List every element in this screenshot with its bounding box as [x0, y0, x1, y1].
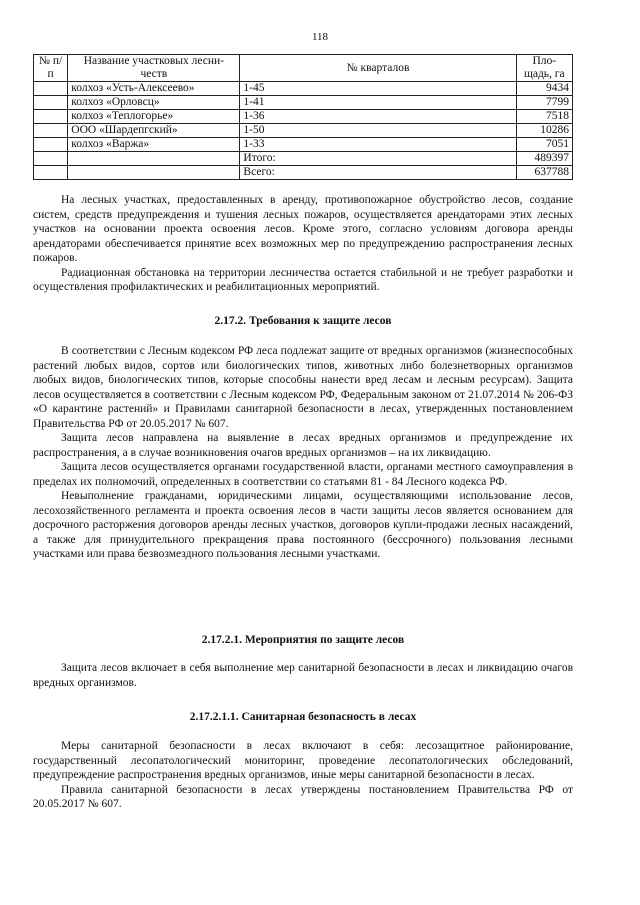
header-num: № п/п: [34, 55, 68, 82]
row-name: колхоз «Варжа»: [68, 138, 240, 152]
table-header-row: [34, 55, 573, 82]
section-heading-2-17-2-1: [33, 633, 573, 647]
paragraph: На лесных участках, предоставленных в аренду, противопожарное обустройство лесов, создание систем, средств предупреждения и тушения лесных пожаров, осуществляется арендаторами этих лесных участков на основании проекта освоения лесов. Кроме этого, согласно условиям договора аренды арендаторами обеспечивается принятие всех возможных мер по предупреждению распространения лесных пожаров.: [33, 194, 573, 264]
row-name: колхоз «Усть-Алексеево»: [68, 82, 240, 96]
row-area: 10286: [516, 124, 572, 138]
table-row: [34, 138, 573, 152]
paragraph: Меры санитарной безопасности в лесах включают в себя: лесозащитное районирование, государственный лесопатологический мониторинг, проведение лесопатологических обследований, предупреждение распространения вредных организмов, иные меры санитарной безопасности в лесах.: [33, 740, 573, 781]
grand-total-value: 637788: [516, 166, 572, 180]
row-num: [34, 138, 68, 152]
row-quarters: 1-36: [240, 110, 516, 124]
section-heading: 2.17.2.1. Мероприятия по защите лесов: [201, 634, 405, 646]
paragraph: Защита лесов включает в себя выполнение мер санитарной безопасности в лесах и ликвидацию очагов вредных организмов.: [33, 662, 573, 689]
total-label: Итого:: [240, 152, 516, 166]
paragraph: Защита лесов направлена на выявление в лесах вредных организмов и предупреждение их распространения, а в случае возникновения очагов вредных организмов – на их ликвидацию.: [33, 432, 573, 459]
table-row: [34, 124, 573, 138]
paragraph: В соответствии с Лесным кодексом РФ леса подлежат защите от вредных организмов (жизнеспособных растений любых видов, сортов или биологических типов, животных либо болезнетворных организмов любых видов, биологических типов, которые способны нанести вред лесам и лесным ресурсам). Защита лесов осуществляется в соответствии с Лесным кодексом РФ, Федеральным законом от 21.07.2014 № 206-ФЗ «О карантине растений» и Правилами санитарной безопасности в лесах, утвержденных постановлением Правительства РФ от 20.05.2017 № 607.: [33, 345, 573, 430]
text-block-1: [33, 193, 573, 295]
row-area: 7799: [516, 96, 572, 110]
row-quarters: 1-45: [240, 82, 516, 96]
row-area: 9434: [516, 82, 572, 96]
header-name: Название участковых лесни-честв: [68, 55, 240, 82]
row-area: 7051: [516, 138, 572, 152]
row-quarters: 1-33: [240, 138, 516, 152]
paragraph: Правила санитарной безопасности в лесах утверждены постановлением Правительства РФ от 20.05.2017 № 607.: [33, 783, 573, 810]
grand-total-label: Всего:: [240, 166, 516, 180]
row-num: [34, 82, 68, 96]
row-quarters: 1-50: [240, 124, 516, 138]
total-value: 489397: [516, 152, 572, 166]
grand-total-row: [34, 166, 573, 180]
table-row: [34, 96, 573, 110]
forestry-table: [33, 54, 573, 180]
text-block-3: [33, 661, 573, 690]
row-num: [34, 96, 68, 110]
row-num: [34, 110, 68, 124]
header-quarters: № кварталов: [240, 55, 516, 82]
row-quarters: 1-41: [240, 96, 516, 110]
paragraph: Радиационная обстановка на территории лесничества остается стабильной и не требует разработки и осуществления профилактических и реабилитационных мероприятий.: [33, 266, 573, 293]
row-num: [34, 124, 68, 138]
header-area: Пло-щадь, га: [516, 55, 572, 82]
row-name: ООО «Шардепгский»: [68, 124, 240, 138]
total-row: [34, 152, 573, 166]
row-area: 7518: [516, 110, 572, 124]
row-name: колхоз «Теплогорье»: [68, 110, 240, 124]
text-block-2: [33, 344, 573, 562]
section-heading-2-17-2-1-1: [33, 710, 573, 724]
section-heading: 2.17.2. Требования к защите лесов: [214, 315, 392, 327]
section-heading: 2.17.2.1.1. Санитарная безопасность в лесах: [189, 711, 417, 723]
row-name: колхоз «Орловсц»: [68, 96, 240, 110]
paragraph: Защита лесов осуществляется органами государственной власти, органами местного самоуправления в пределах их полномочий, определенных в соответствии со статьями 81 - 84 Лесного кодекса РФ.: [33, 461, 573, 488]
table-row: [34, 110, 573, 124]
page-number: 118: [311, 31, 329, 43]
text-block-4: [33, 739, 573, 812]
table-row: [34, 82, 573, 96]
section-heading-2-17-2: [33, 314, 573, 328]
paragraph: Невыполнение гражданами, юридическими лицами, осуществляющими использование лесов, лесохозяйственного регламента и проекта освоения лесов в части защиты лесов является основанием для досрочного расторжения договоров аренды лесных участков, договоров купли-продажи лесных насаждений, а также для принудительного прекращения права постоянного (бессрочного) пользования лесными участками или права безвозмездного пользования лесными участками.: [33, 490, 573, 560]
